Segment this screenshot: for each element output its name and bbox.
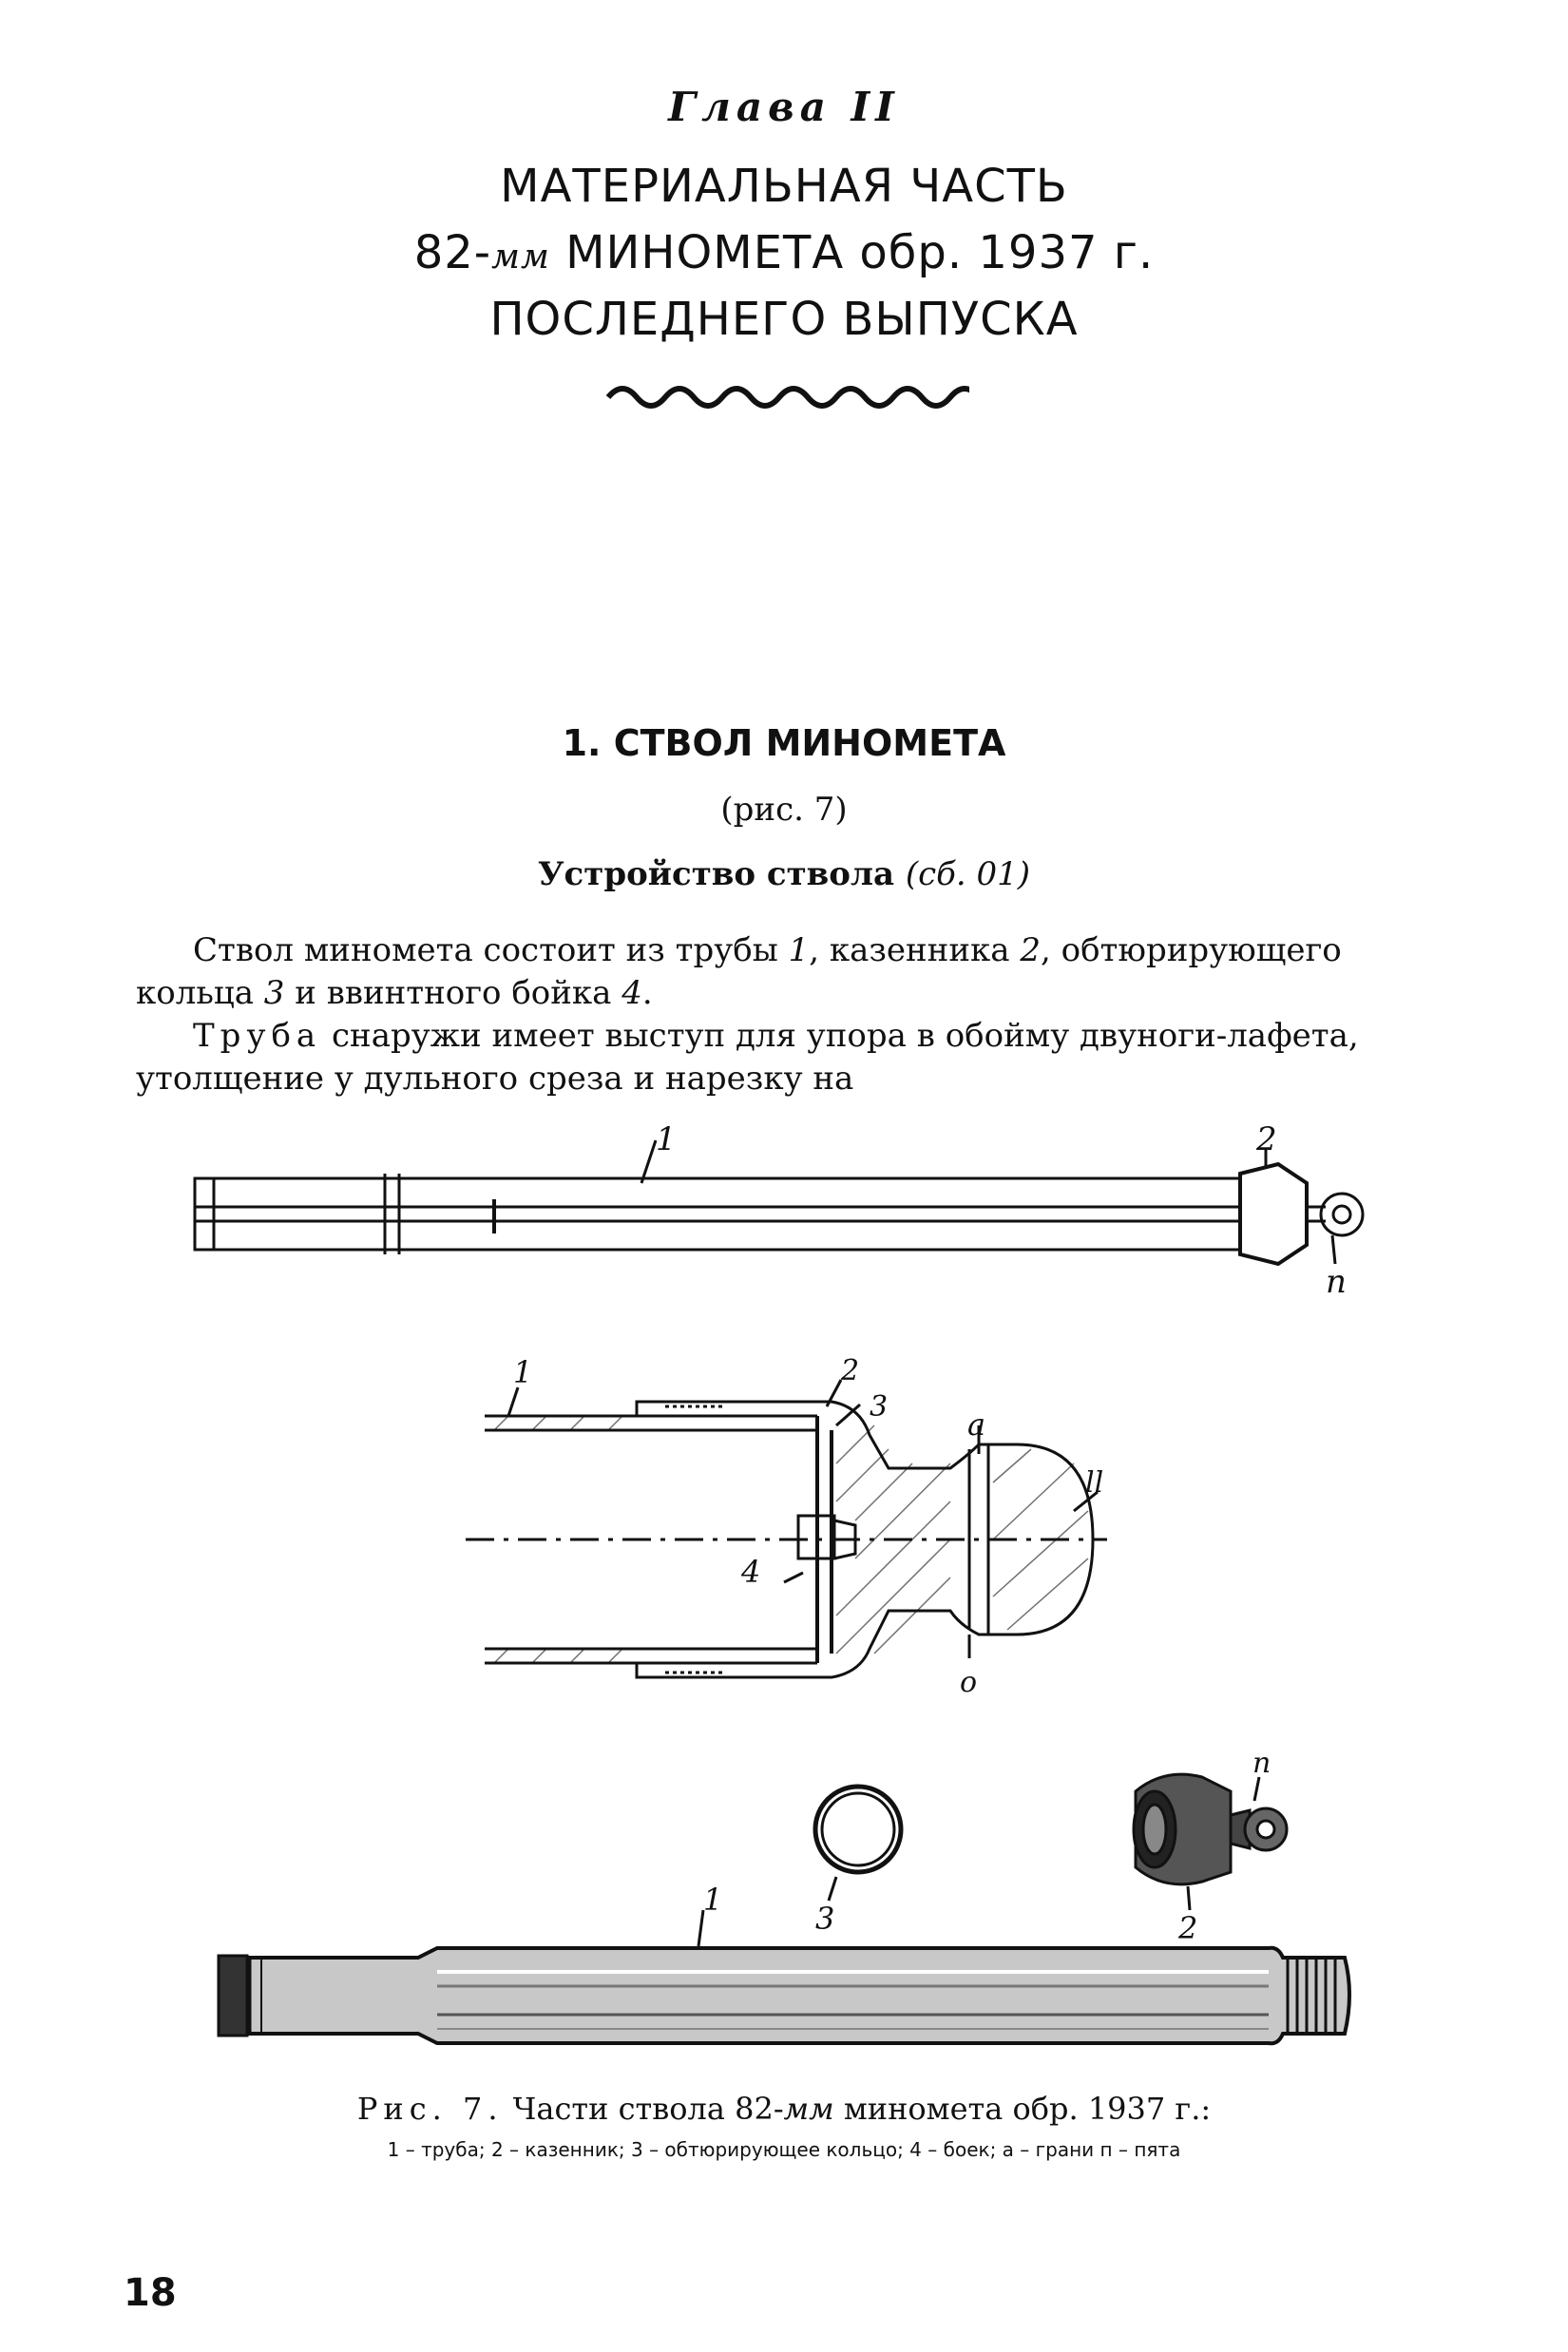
figure-reference: (рис. 7) <box>720 791 848 829</box>
figure-caption <box>0 2091 1568 2127</box>
label-flat-section: а <box>967 1406 986 1443</box>
chapter-label: Глава II <box>668 84 900 130</box>
p1-num-2: 2 <box>1020 931 1041 969</box>
label-tube-part: 1 <box>703 1882 723 1918</box>
label-tube-section: 1 <box>513 1354 533 1390</box>
label-breech-top: 2 <box>1256 1120 1277 1158</box>
p1-text-d: и ввинтного бойка <box>284 974 622 1012</box>
caption-prefix: Рис. 7. <box>356 2091 504 2127</box>
caption-unit: мм <box>783 2091 834 2127</box>
label-heel-part: п <box>1252 1747 1272 1780</box>
p1-num-4: 4 <box>621 974 642 1012</box>
p2-text: снаружи имеет выступ для упора в обойму двуноги-лафета, утолщение у дульного среза и нарезку на <box>136 1017 1359 1098</box>
section-heading: 1. СТВОЛ МИНОМЕТА <box>562 722 1006 764</box>
caption-text-b: миномета обр. 1937 г.: <box>833 2091 1212 2127</box>
p1-text-e: . <box>641 974 653 1012</box>
breech-section-view <box>466 1354 1107 1699</box>
label-ring-section: 3 <box>870 1390 889 1424</box>
label-flat-bottom: о <box>960 1666 978 1699</box>
label-breech-section: 2 <box>841 1354 860 1387</box>
title-caliber: 82- <box>413 226 492 279</box>
label-heel-marker: ll <box>1085 1466 1104 1500</box>
title-line-3: ПОСЛЕДНЕГО ВЫПУСКА <box>489 293 1079 346</box>
label-tube-top: 1 <box>656 1120 677 1158</box>
barrel-side-view <box>195 1120 1363 1301</box>
label-breech-part: 2 <box>1178 1910 1198 1946</box>
p1-num-1: 1 <box>788 931 810 969</box>
figure-legend: 1 – труба; 2 – казенник; 3 – обтюрирующее кольцо; 4 – боек; а – грани п – пята <box>387 2138 1181 2161</box>
title-line-2-text: МИНОМЕТА обр. 1937 г. <box>565 226 1155 279</box>
label-ring-part: 3 <box>815 1901 835 1937</box>
title-line-1: МАТЕРИАЛЬНАЯ ЧАСТЬ <box>500 160 1068 213</box>
title-unit: мм <box>491 238 550 277</box>
p1-num-3: 3 <box>263 974 285 1012</box>
p2-lead: Труба <box>193 1017 322 1055</box>
p1-text-a: Ствол миномета состоит из трубы <box>193 931 789 969</box>
disassembled-parts-view <box>219 1747 1349 2043</box>
caption-text-a: Части ствола 82- <box>503 2091 784 2127</box>
label-heel-top: п <box>1326 1263 1347 1301</box>
subheading-text: Устройство ствола <box>537 855 894 893</box>
p1-text-b: , казенника <box>809 931 1021 969</box>
subheading-ref: (сб. 01) <box>905 855 1031 893</box>
label-firing-pin: 4 <box>741 1554 761 1590</box>
p1-text-c: , обтюрирующего кольца <box>136 931 1342 1012</box>
page-number: 18 <box>124 2271 177 2315</box>
